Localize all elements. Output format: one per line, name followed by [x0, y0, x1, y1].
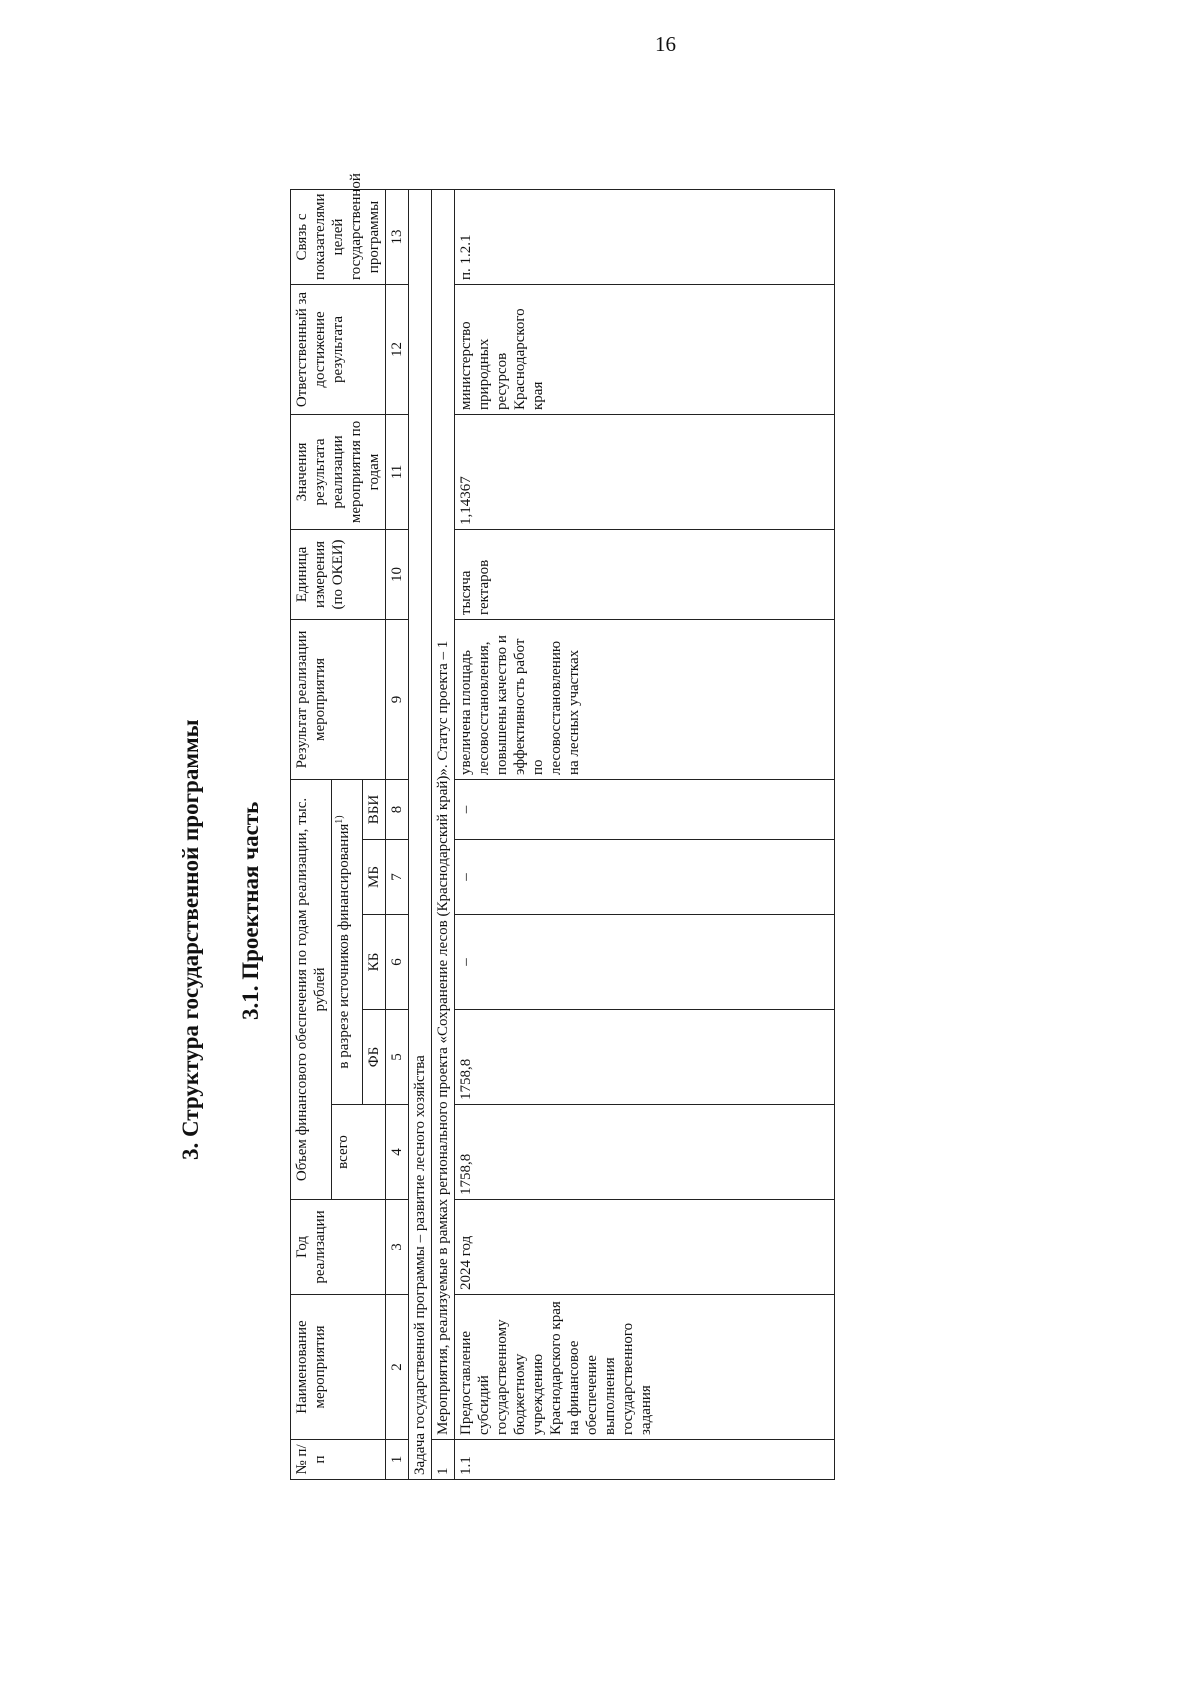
- header-financing: Объем финансового обеспечения по годам реализации, тыс. рублей: [291, 779, 332, 1199]
- header-total: всего: [332, 1105, 386, 1200]
- header-vbi: ВБИ: [363, 779, 386, 839]
- header-result: Результат реализации мероприятия: [291, 619, 386, 779]
- task-row: Задача государственной программы – развитие лесного хозяйства: [409, 189, 432, 1479]
- header-values: Значения результата реализации мероприятия по годам: [291, 414, 386, 529]
- section-title: 3. Структура государственной программы: [178, 719, 203, 1160]
- header-num: № п/п: [291, 1440, 386, 1480]
- column-number-row: 1 2 3 4 5 6 7 8 9 10 11 12 13: [386, 189, 409, 1479]
- subsection-title: 3.1. Проектная часть: [238, 801, 263, 1020]
- header-mb: МБ: [363, 840, 386, 915]
- header-year: Год реализации: [291, 1200, 386, 1295]
- project-row: 1 Мероприятия, реализуемые в рамках регионального проекта «Сохранение лесов (Краснодарский край)». Статус проекта – 1: [432, 189, 455, 1479]
- header-kb: КБ: [363, 915, 386, 1010]
- program-structure-table: [290, 173, 835, 1480]
- header-name: Наименование мероприятия: [291, 1295, 386, 1440]
- rotated-page: [150, 20, 1200, 1620]
- header-responsible: Ответственный за достижение результата: [291, 284, 386, 414]
- footnote-mark: 1): [334, 815, 345, 824]
- header-fb: ФБ: [363, 1010, 386, 1105]
- header-sources: в разрезе источников финансирования$^{1)}$: [332, 779, 363, 1104]
- header-link: Связь с показателями целей государственной программы: [291, 189, 386, 284]
- header-unit: Единица измерения (по ОКЕИ): [291, 529, 386, 619]
- table-row: 1.1 Предоставление субсидий государственному бюджетному учреждению Краснодарского края на финансовое обеспечение выполнения государственного задания 2024 год 1758,8 1758,8 – – – увеличена площадь лесовосстановления, повышены качество и эффективность работ по лесовосстановлению на лесных участках тысяча гектаров 1,14367 министерство природных ресурсов Краснодарского края п. 1.2.1: [455, 189, 835, 1479]
- page-number: 16: [655, 32, 676, 56]
